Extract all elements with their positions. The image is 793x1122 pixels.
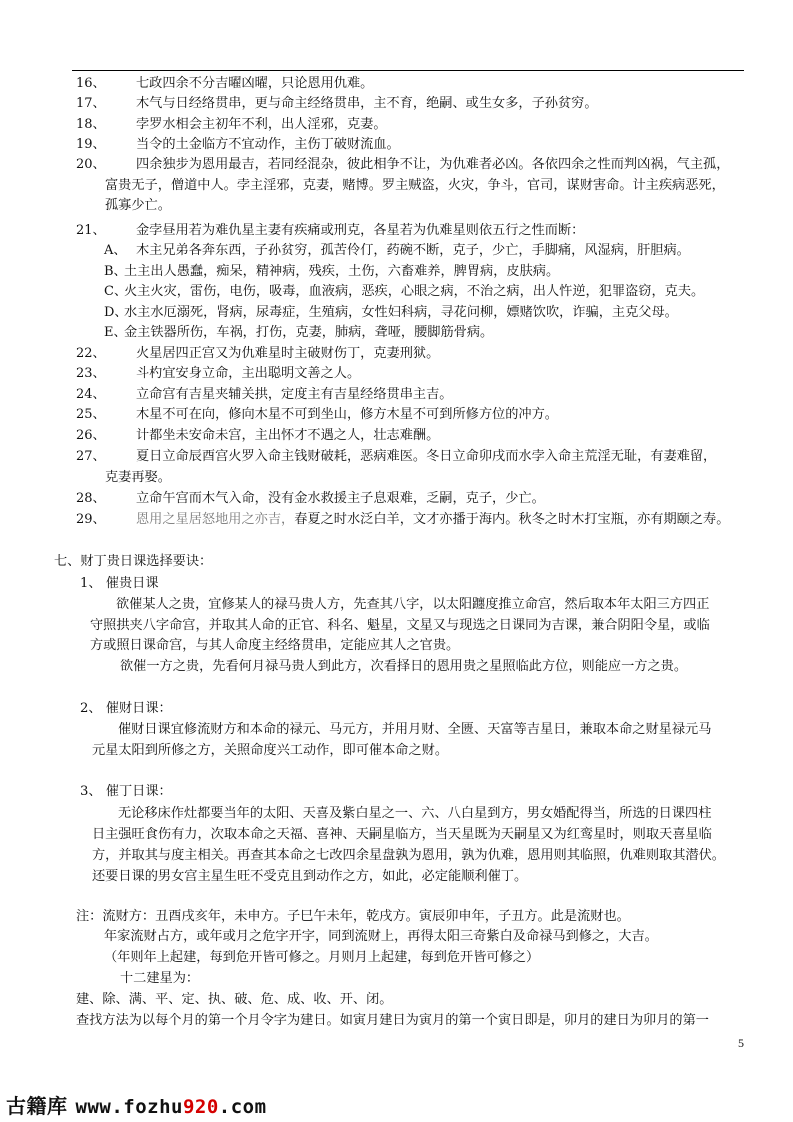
item-text: 火星居四正宫又为仇难星时主破财伤丁，克妻刑狱。 — [136, 346, 440, 361]
item-number: 24、 — [76, 387, 106, 402]
paragraph-line: 欲催一方之贵，先看何月禄马贵人到此方，次看择日的恩用贵之星照临此方位，则能应一方之贵。 — [120, 659, 688, 674]
item-text: 木星不可在向，修向木星不可到坐山，修方木星不可到所修方位的冲方。 — [136, 407, 558, 422]
paragraph-line: 守照拱夹八字命宫，并取其人命的正官、科名、魁星，文星又与现选之日课同为吉课，兼合阴阳令星，或临 — [90, 618, 710, 633]
note-line: 建、除、满、平、定、执、破、危、成、收、开、闭。 — [76, 992, 393, 1007]
item-number: 16、 — [76, 76, 106, 91]
item-number: 21、 — [76, 223, 106, 238]
subitem-text: 金主铁器所伤，车祸，打伤，克妻，肺病，聋哑，腰脚筋骨病。 — [124, 325, 494, 340]
site-name: 古籍库 — [6, 1094, 68, 1118]
item-text-line: 富贵无子，僧道中人。孛主淫邪，克妻，赌博。罗主贼盗，火灾，争斗，官司，谋财害命。计主疾病恶死， — [105, 178, 725, 193]
item-text: 立命宫有吉星夹辅关拱，定度主有吉星经络贯串主吉。 — [136, 387, 453, 402]
note-line: 查找方法为以每个月的第一个月令字为建日。如寅月建日为寅月的第一个寅日即是，卯月的建日为卯月的第一 — [76, 1013, 709, 1028]
item-number: 19、 — [76, 137, 106, 152]
item-text: 斗杓宜安身立命，主出聪明文善之人。 — [136, 366, 361, 381]
item-text: 七政四余不分吉曜凶曜，只论恩用仇难。 — [136, 76, 374, 91]
subitem-label: E、 — [104, 325, 127, 340]
item-number: 29、 — [76, 512, 106, 527]
subitem-label: B、 — [104, 264, 127, 279]
item-text: 立命午宫而木气入命，没有金水救援主子息艰难，乏嗣，克子，少亡。 — [136, 491, 545, 506]
note-line: 十二建星为： — [120, 971, 200, 986]
paragraph-line: 方，并取其与度主相关。再查其本命之七改四余星盘孰为恩用，孰为仇难，恩用则其临照，仇难则取其潜伏。 — [92, 848, 725, 863]
item-text-line: 孤寡少亡。 — [105, 198, 171, 213]
item-number: 25、 — [76, 407, 106, 422]
paragraph-line: 无论移床作灶都要当年的太阳、天喜及紫白星之一、六、八白星到方，男女婚配得当，所选的日课四柱 — [118, 806, 712, 821]
section-heading: 七、财丁贵日课选择要诀： — [54, 554, 213, 569]
item-text-line: 克妻再娶。 — [105, 470, 171, 485]
paragraph-line: 日主强旺食伤有力，次取本命之天福、喜神、天嗣星临方，当天星既为天嗣星又为红鸾星时，则取天喜星临 — [92, 827, 712, 842]
subsection-title: 2、 催财日课： — [80, 701, 172, 716]
site-url-highlight: 920 — [182, 1096, 219, 1118]
subitem-label: C、 — [104, 284, 127, 299]
item-text-line: 夏日立命辰酉宫火罗入命主钱财破耗，恶病难医。冬日立命卯戌而水孛入命主荒淫无耻，有妻难留， — [136, 449, 717, 464]
site-url-part: .com — [218, 1096, 267, 1118]
subsection-title: 1、 催贵日课 — [80, 576, 159, 591]
note-line: 年家流财占方，或年或月之危字开字，同到流财上，再得太阳三奇紫白及命禄马到修之，大吉。 — [104, 929, 658, 944]
subitem-text: 火主火灾，雷伤，电伤，吸毒，血液病，恶疾，心眼之病，不治之病，出人忤逆，犯罪盗窃，克夫。 — [124, 284, 705, 299]
item-text: 孛罗水相会主初年不利，出人淫邪，克妻。 — [136, 117, 387, 132]
item-text-line: 四余独步为恩用最吉，若同经混杂，彼此相争不让，为仇难者必凶。各依四余之性而判凶祸，气主孤， — [136, 157, 730, 172]
item-number: 22、 — [76, 346, 106, 361]
paragraph-line: 元星太阳到所修之方，关照命度兴工动作，即可催本命之财。 — [92, 743, 449, 758]
item-text: 金孛昼用若为难仇星主妻有疾痛或刑克，各星若为仇难星则依五行之性而断： — [136, 223, 585, 238]
paragraph-line: 欲催某人之贵，宜修某人的禄马贵人方，先查其八字，以太阳躔度推立命宫，然后取本年太阳三方四正 — [116, 597, 710, 612]
item-text: 木气与日经络贯串，更与命主经络贯串，主不育，绝嗣、或生女多，子孙贫穷。 — [136, 96, 598, 111]
site-url-part: www.fozhu — [75, 1096, 183, 1118]
paragraph-line: 方或照日课命宫，与其人命度主经络贯串，定能应其人之官贵。 — [90, 638, 460, 653]
item-text-rest: 春夏之时水泛白羊，文才亦播于海内。秋冬之时木打宝瓶，亦有期颐之寿。 — [294, 512, 730, 527]
header-rule — [72, 70, 744, 71]
item-number: 28、 — [76, 491, 106, 506]
subitem-text: 水主水厄溺死，肾病，尿毒症，生殖病，女性妇科病，寻花问柳，嫖赌饮吹，诈骗，主克父母。 — [124, 305, 678, 320]
subitem-text: 土主出人愚蠢，痴呆，精神病，残疾，土伤，六畜难养，脾胃病，皮肤病。 — [124, 264, 560, 279]
page-number: 5 — [738, 1036, 744, 1050]
subitem-label: D、 — [104, 305, 128, 320]
note-line: 注：流财方：丑酉戌亥年，未申方。子巳午未年，乾戌方。寅辰卯申年，子丑方。此是流财也。 — [76, 909, 630, 924]
subitem-text: 木主兄弟各奔东西，子孙贫穷，孤苦伶仃，药碗不断，克子，少亡，手脚痛，风湿病，肝胆病。 — [136, 243, 690, 258]
note-line: （年则年上起建，每到危开皆可修之。月则月上起建，每到危开皆可修之） — [104, 950, 540, 965]
site-url — [76, 1096, 267, 1118]
item-number: 17、 — [76, 96, 106, 111]
item-text: 当令的土金临方不宜动作，主伤丁破财流血。 — [136, 137, 400, 152]
paragraph-line: 还要日课的男女宫主星生旺不受克且到动作之方，如此，必定能顺利催丁。 — [92, 869, 528, 884]
subitem-label: A、 — [104, 243, 127, 258]
item-text: 计都坐未安命未宫，主出怀才不遇之人，壮志难酬。 — [136, 428, 440, 443]
item-number: 18、 — [76, 117, 106, 132]
item-number: 20、 — [76, 157, 106, 172]
item-number: 26、 — [76, 428, 106, 443]
item-number: 23、 — [76, 366, 106, 381]
item-text — [136, 512, 729, 528]
item-number: 27、 — [76, 449, 106, 464]
paragraph-line: 催财日课宜修流财方和本命的禄元、马元方，并用月财、全匮、天富等吉星日，兼取本命之财星禄元马 — [118, 722, 712, 737]
site-watermark — [6, 1090, 267, 1119]
subsection-title: 3、 催丁日课： — [80, 784, 172, 799]
item-text-gray: 恩用之星居怒地用之亦吉， — [136, 512, 295, 527]
